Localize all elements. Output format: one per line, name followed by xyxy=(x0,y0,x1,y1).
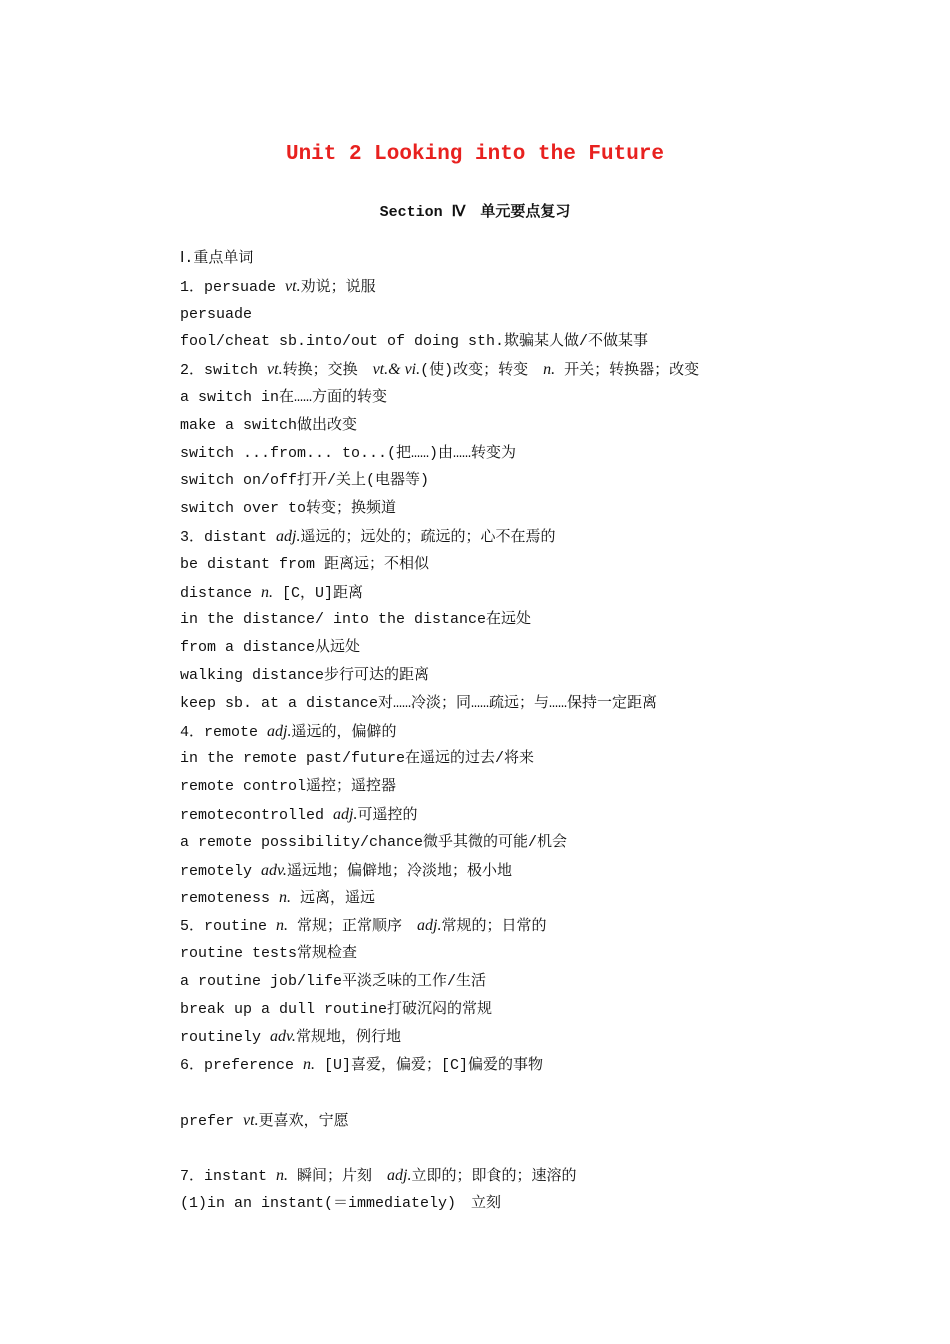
line-text: 远离，遥远 xyxy=(291,890,376,908)
line-text: distance xyxy=(180,584,262,602)
part-of-speech: n. xyxy=(276,917,289,935)
text-line xyxy=(180,579,900,607)
line-text: 4．remote xyxy=(180,723,268,741)
line-text: make a switch做出改变 xyxy=(180,416,358,434)
line-text: walking distance步行可达的距离 xyxy=(180,666,430,684)
text-line xyxy=(180,857,900,885)
line-text: break up a dull routine打破沉闷的常规 xyxy=(180,1000,493,1018)
text-line xyxy=(180,690,900,718)
line-text: 5．routine xyxy=(180,918,277,936)
line-text: a routine job/life平淡乏味的工作/生活 xyxy=(180,972,487,990)
text-line xyxy=(180,801,900,829)
line-text: 更喜欢，宁愿 xyxy=(258,1112,349,1130)
part-of-speech: vt. xyxy=(285,277,301,295)
line-text: a switch in在……方面的转变 xyxy=(180,388,388,406)
line-text: be distant from 距离远；不相似 xyxy=(180,555,430,573)
line-text: 1．persuade xyxy=(180,278,286,296)
line-text: switch ...from... to...(把……)由……转变为 xyxy=(180,444,517,462)
line-text: remoteness xyxy=(180,890,280,908)
line-text: switch on/off打开/关上(电器等) xyxy=(180,472,430,490)
line-text: [C，U]距离 xyxy=(273,584,364,602)
line-text: from a distance从远处 xyxy=(180,639,361,657)
part-of-speech: adj. xyxy=(387,1167,412,1185)
part-of-speech: n. xyxy=(261,583,274,601)
text-line xyxy=(180,495,900,523)
part-of-speech: adv. xyxy=(261,861,287,879)
line-text: persuade xyxy=(180,305,253,323)
part-of-speech: n. xyxy=(303,1056,316,1074)
text-line xyxy=(180,662,900,690)
blank-line xyxy=(180,1135,900,1163)
line-text: fool/cheat sb.into/out of doing sth.欺骗某人做/不做某事 xyxy=(180,333,649,351)
line-text: 开关；转换器；改变 xyxy=(555,362,700,380)
line-text: remotely xyxy=(180,862,262,880)
part-of-speech: n. xyxy=(543,361,556,379)
line-text: 7．instant xyxy=(180,1168,277,1186)
text-line xyxy=(180,356,900,384)
line-text: remote control遥控；遥控器 xyxy=(180,778,397,796)
document-title: Unit 2 Looking into the Future xyxy=(285,143,665,166)
line-text: 遥远地；偏僻地；冷淡地；极小地 xyxy=(286,862,512,880)
line-text: routinely xyxy=(180,1029,271,1047)
line-text: routine tests常规检查 xyxy=(180,944,358,962)
line-text: Ⅰ.重点单词 xyxy=(180,250,254,267)
line-text: 立即的；即食的；速溶的 xyxy=(411,1168,577,1186)
line-text: 瞬间；片刻 xyxy=(288,1168,388,1186)
line-text: a remote possibility/chance微乎其微的可能/机会 xyxy=(180,833,568,851)
line-text: [U]喜爱，偏爱；[C]偏爱的事物 xyxy=(315,1057,544,1075)
text-line xyxy=(180,1023,900,1051)
text-line xyxy=(180,634,900,662)
text-line xyxy=(180,996,900,1024)
line-text: (使)改变；转变 xyxy=(420,362,544,380)
line-text: keep sb. at a distance对……冷淡；同……疏远；与……保持一定距离 xyxy=(180,694,658,712)
line-text: 转换；交换 xyxy=(282,362,373,380)
line-text: remotecontrolled xyxy=(180,806,334,824)
text-line xyxy=(180,384,900,412)
text-line xyxy=(180,1051,900,1079)
line-text: switch over to转变；换频道 xyxy=(180,500,397,518)
line-text: 6．preference xyxy=(180,1057,304,1075)
part-of-speech: adv. xyxy=(270,1028,296,1046)
line-text: 常规地，例行地 xyxy=(295,1029,401,1047)
section-subtitle: Section Ⅳ 单元要点复习 xyxy=(379,204,571,221)
text-line xyxy=(180,1190,900,1218)
part-of-speech: vt. xyxy=(267,361,283,379)
text-line xyxy=(180,523,900,551)
blank-line xyxy=(180,1079,900,1107)
line-text: (1)in an instant(＝immediately) 立刻 xyxy=(180,1195,502,1213)
text-line xyxy=(180,273,900,301)
text-line xyxy=(180,1107,900,1135)
part-of-speech: n. xyxy=(276,1167,289,1185)
line-text: 常规的；日常的 xyxy=(441,918,547,936)
text-line xyxy=(180,884,900,912)
text-line xyxy=(180,718,900,746)
text-line xyxy=(180,412,900,440)
line-text: 可遥控的 xyxy=(357,806,418,824)
text-line xyxy=(180,440,900,468)
text-line xyxy=(180,551,900,579)
part-of-speech: n. xyxy=(279,889,292,907)
line-text: 3．distant xyxy=(180,528,277,546)
text-line xyxy=(180,301,900,329)
part-of-speech: adj. xyxy=(267,722,292,740)
line-text: in the distance/ into the distance在远处 xyxy=(180,611,532,629)
line-text: 常规；正常顺序 xyxy=(288,918,418,936)
vocabulary-list xyxy=(180,245,900,1218)
text-line xyxy=(180,467,900,495)
text-line xyxy=(180,829,900,857)
text-line xyxy=(180,773,900,801)
line-text: 2．switch xyxy=(180,362,268,380)
text-line xyxy=(180,606,900,634)
line-text: 遥远的；远处的；疏远的；心不在焉的 xyxy=(300,528,556,546)
line-text: prefer xyxy=(180,1112,244,1130)
line-text: 劝说；说服 xyxy=(300,278,376,296)
part-of-speech: adj. xyxy=(417,917,442,935)
part-of-speech: vt.& vi. xyxy=(372,361,421,379)
text-line xyxy=(180,968,900,996)
line-text: 遥远的，偏僻的 xyxy=(291,723,397,741)
text-line xyxy=(180,940,900,968)
text-line xyxy=(180,328,900,356)
part-of-speech: vt. xyxy=(243,1111,259,1129)
text-line xyxy=(180,1162,900,1190)
text-line xyxy=(180,912,900,940)
part-of-speech: adj. xyxy=(276,527,301,545)
text-line xyxy=(180,245,900,273)
line-text: in the remote past/future在遥远的过去/将来 xyxy=(180,750,535,768)
text-line xyxy=(180,745,900,773)
part-of-speech: adj. xyxy=(333,805,358,823)
